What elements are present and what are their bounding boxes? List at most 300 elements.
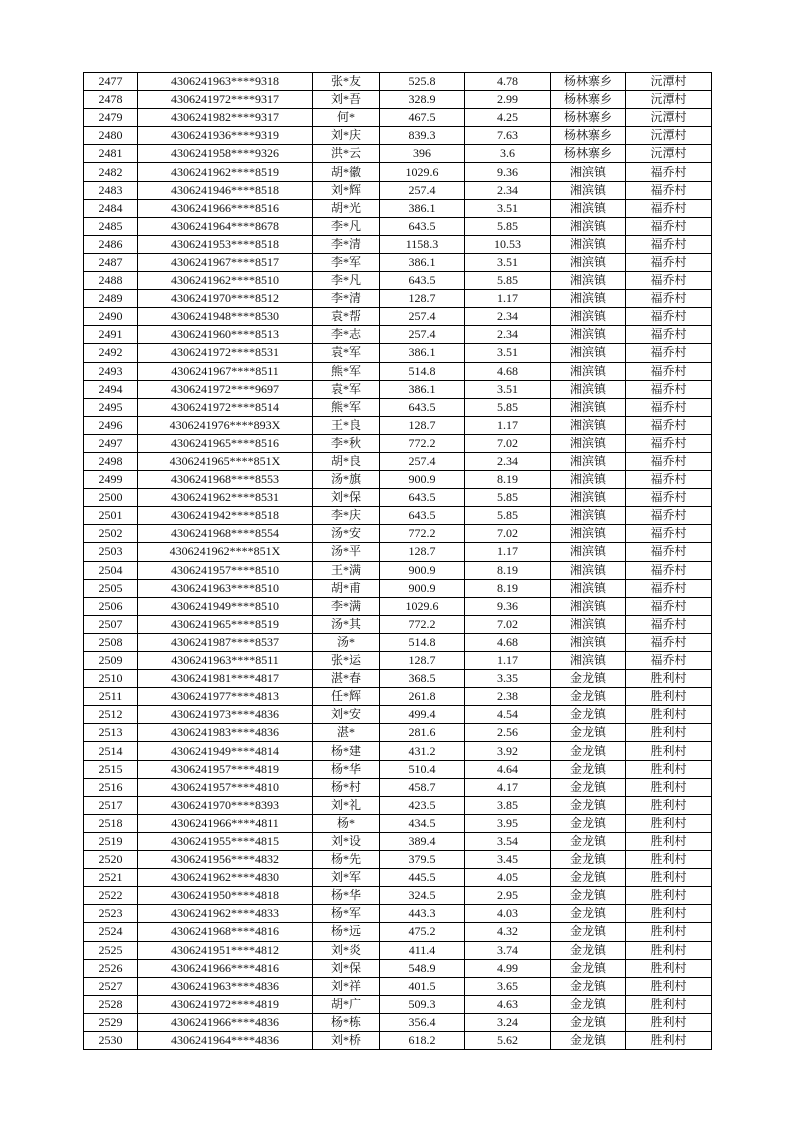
village-cell: 胜利村 bbox=[626, 851, 712, 869]
id-number-cell: 4306241970****8393 bbox=[138, 796, 313, 814]
township-cell: 金龙镇 bbox=[551, 814, 626, 832]
row-number-cell: 2499 bbox=[84, 471, 138, 489]
township-cell: 湘滨镇 bbox=[551, 181, 626, 199]
table-row bbox=[84, 145, 712, 163]
township-cell: 湘滨镇 bbox=[551, 235, 626, 253]
area-cell: 4.05 bbox=[465, 869, 551, 887]
area-cell: 1.17 bbox=[465, 543, 551, 561]
id-number-cell: 4306241987****8537 bbox=[138, 633, 313, 651]
area-cell: 8.19 bbox=[465, 561, 551, 579]
table-row bbox=[84, 1031, 712, 1049]
village-cell: 福乔村 bbox=[626, 434, 712, 452]
township-cell: 金龙镇 bbox=[551, 941, 626, 959]
id-number-cell: 4306241966****4816 bbox=[138, 959, 313, 977]
village-cell: 福乔村 bbox=[626, 326, 712, 344]
township-cell: 杨林寨乡 bbox=[551, 91, 626, 109]
id-number-cell: 4306241948****8530 bbox=[138, 308, 313, 326]
village-cell: 福乔村 bbox=[626, 290, 712, 308]
id-number-cell: 4306241970****8512 bbox=[138, 290, 313, 308]
table-row bbox=[84, 217, 712, 235]
area-cell: 5.85 bbox=[465, 272, 551, 290]
village-cell: 胜利村 bbox=[626, 977, 712, 995]
row-number-cell: 2484 bbox=[84, 199, 138, 217]
id-number-cell: 4306241965****8519 bbox=[138, 615, 313, 633]
township-cell: 金龙镇 bbox=[551, 760, 626, 778]
area-cell: 3.74 bbox=[465, 941, 551, 959]
id-number-cell: 4306241983****4836 bbox=[138, 724, 313, 742]
table-row bbox=[84, 561, 712, 579]
township-cell: 金龙镇 bbox=[551, 905, 626, 923]
id-number-cell: 4306241957****8510 bbox=[138, 561, 313, 579]
id-number-cell: 4306241962****4833 bbox=[138, 905, 313, 923]
township-cell: 金龙镇 bbox=[551, 706, 626, 724]
table-row bbox=[84, 742, 712, 760]
township-cell: 金龙镇 bbox=[551, 995, 626, 1013]
name-cell: 袁*帮 bbox=[313, 308, 380, 326]
area-cell: 9.36 bbox=[465, 597, 551, 615]
table-row bbox=[84, 73, 712, 91]
id-number-cell: 4306241968****8554 bbox=[138, 525, 313, 543]
township-cell: 金龙镇 bbox=[551, 778, 626, 796]
id-number-cell: 4306241962****4830 bbox=[138, 869, 313, 887]
table-row bbox=[84, 507, 712, 525]
id-number-cell: 4306241960****8513 bbox=[138, 326, 313, 344]
id-number-cell: 4306241966****4811 bbox=[138, 814, 313, 832]
name-cell: 刘*军 bbox=[313, 869, 380, 887]
row-number-cell: 2517 bbox=[84, 796, 138, 814]
table-row bbox=[84, 670, 712, 688]
table-row bbox=[84, 326, 712, 344]
village-cell: 福乔村 bbox=[626, 615, 712, 633]
village-cell: 福乔村 bbox=[626, 416, 712, 434]
table-row bbox=[84, 253, 712, 271]
name-cell: 胡*徽 bbox=[313, 163, 380, 181]
amount-cell: 1029.6 bbox=[380, 597, 465, 615]
name-cell: 胡*甫 bbox=[313, 579, 380, 597]
row-number-cell: 2478 bbox=[84, 91, 138, 109]
name-cell: 杨* bbox=[313, 814, 380, 832]
township-cell: 金龙镇 bbox=[551, 959, 626, 977]
name-cell: 杨*华 bbox=[313, 887, 380, 905]
township-cell: 湘滨镇 bbox=[551, 362, 626, 380]
amount-cell: 514.8 bbox=[380, 633, 465, 651]
township-cell: 湘滨镇 bbox=[551, 199, 626, 217]
id-number-cell: 4306241966****4836 bbox=[138, 1013, 313, 1031]
row-number-cell: 2520 bbox=[84, 851, 138, 869]
area-cell: 5.85 bbox=[465, 489, 551, 507]
village-cell: 福乔村 bbox=[626, 471, 712, 489]
amount-cell: 514.8 bbox=[380, 362, 465, 380]
amount-cell: 643.5 bbox=[380, 507, 465, 525]
area-cell: 3.51 bbox=[465, 344, 551, 362]
area-cell: 4.99 bbox=[465, 959, 551, 977]
name-cell: 熊*军 bbox=[313, 362, 380, 380]
village-cell: 沅潭村 bbox=[626, 73, 712, 91]
row-number-cell: 2496 bbox=[84, 416, 138, 434]
amount-cell: 475.2 bbox=[380, 923, 465, 941]
table-row bbox=[84, 851, 712, 869]
village-cell: 胜利村 bbox=[626, 742, 712, 760]
amount-cell: 434.5 bbox=[380, 814, 465, 832]
row-number-cell: 2507 bbox=[84, 615, 138, 633]
row-number-cell: 2505 bbox=[84, 579, 138, 597]
row-number-cell: 2504 bbox=[84, 561, 138, 579]
township-cell: 湘滨镇 bbox=[551, 507, 626, 525]
name-cell: 胡*光 bbox=[313, 199, 380, 217]
area-cell: 3.92 bbox=[465, 742, 551, 760]
area-cell: 3.6 bbox=[465, 145, 551, 163]
amount-cell: 396 bbox=[380, 145, 465, 163]
area-cell: 2.34 bbox=[465, 452, 551, 470]
village-cell: 胜利村 bbox=[626, 778, 712, 796]
table-row bbox=[84, 380, 712, 398]
table-row bbox=[84, 597, 712, 615]
township-cell: 湘滨镇 bbox=[551, 253, 626, 271]
name-cell: 刘*祥 bbox=[313, 977, 380, 995]
township-cell: 湘滨镇 bbox=[551, 525, 626, 543]
amount-cell: 257.4 bbox=[380, 181, 465, 199]
township-cell: 金龙镇 bbox=[551, 724, 626, 742]
name-cell: 王*良 bbox=[313, 416, 380, 434]
table-body bbox=[84, 73, 712, 1050]
id-number-cell: 4306241962****8531 bbox=[138, 489, 313, 507]
name-cell: 刘*辉 bbox=[313, 181, 380, 199]
area-cell: 7.02 bbox=[465, 434, 551, 452]
id-number-cell: 4306241963****4836 bbox=[138, 977, 313, 995]
id-number-cell: 4306241967****8511 bbox=[138, 362, 313, 380]
id-number-cell: 4306241976****893X bbox=[138, 416, 313, 434]
township-cell: 金龙镇 bbox=[551, 1013, 626, 1031]
id-number-cell: 4306241963****8511 bbox=[138, 652, 313, 670]
area-cell: 2.34 bbox=[465, 308, 551, 326]
name-cell: 洪*云 bbox=[313, 145, 380, 163]
area-cell: 3.35 bbox=[465, 670, 551, 688]
township-cell: 湘滨镇 bbox=[551, 452, 626, 470]
id-number-cell: 4306241950****4818 bbox=[138, 887, 313, 905]
amount-cell: 257.4 bbox=[380, 452, 465, 470]
name-cell: 李*凡 bbox=[313, 272, 380, 290]
row-number-cell: 2521 bbox=[84, 869, 138, 887]
id-number-cell: 4306241972****4819 bbox=[138, 995, 313, 1013]
amount-cell: 356.4 bbox=[380, 1013, 465, 1031]
village-cell: 福乔村 bbox=[626, 163, 712, 181]
area-cell: 4.54 bbox=[465, 706, 551, 724]
table-row bbox=[84, 525, 712, 543]
row-number-cell: 2481 bbox=[84, 145, 138, 163]
id-number-cell: 4306241973****4836 bbox=[138, 706, 313, 724]
area-cell: 1.17 bbox=[465, 652, 551, 670]
row-number-cell: 2528 bbox=[84, 995, 138, 1013]
row-number-cell: 2524 bbox=[84, 923, 138, 941]
row-number-cell: 2509 bbox=[84, 652, 138, 670]
amount-cell: 386.1 bbox=[380, 344, 465, 362]
amount-cell: 900.9 bbox=[380, 579, 465, 597]
area-cell: 3.24 bbox=[465, 1013, 551, 1031]
area-cell: 2.34 bbox=[465, 326, 551, 344]
name-cell: 刘*桥 bbox=[313, 1031, 380, 1049]
area-cell: 3.51 bbox=[465, 199, 551, 217]
table-row bbox=[84, 163, 712, 181]
row-number-cell: 2493 bbox=[84, 362, 138, 380]
name-cell: 刘*礼 bbox=[313, 796, 380, 814]
table-row bbox=[84, 923, 712, 941]
amount-cell: 643.5 bbox=[380, 398, 465, 416]
id-number-cell: 4306241963****9318 bbox=[138, 73, 313, 91]
village-cell: 胜利村 bbox=[626, 796, 712, 814]
name-cell: 李*军 bbox=[313, 253, 380, 271]
name-cell: 杨*军 bbox=[313, 905, 380, 923]
id-number-cell: 4306241965****851X bbox=[138, 452, 313, 470]
township-cell: 湘滨镇 bbox=[551, 652, 626, 670]
township-cell: 金龙镇 bbox=[551, 1031, 626, 1049]
id-number-cell: 4306241965****8516 bbox=[138, 434, 313, 452]
area-cell: 2.99 bbox=[465, 91, 551, 109]
amount-cell: 499.4 bbox=[380, 706, 465, 724]
village-cell: 福乔村 bbox=[626, 633, 712, 651]
amount-cell: 257.4 bbox=[380, 308, 465, 326]
area-cell: 8.19 bbox=[465, 471, 551, 489]
township-cell: 湘滨镇 bbox=[551, 579, 626, 597]
id-number-cell: 4306241949****8510 bbox=[138, 597, 313, 615]
name-cell: 汤*安 bbox=[313, 525, 380, 543]
township-cell: 金龙镇 bbox=[551, 869, 626, 887]
village-cell: 胜利村 bbox=[626, 995, 712, 1013]
village-cell: 沅潭村 bbox=[626, 127, 712, 145]
row-number-cell: 2523 bbox=[84, 905, 138, 923]
township-cell: 湘滨镇 bbox=[551, 615, 626, 633]
id-number-cell: 4306241949****4814 bbox=[138, 742, 313, 760]
area-cell: 3.65 bbox=[465, 977, 551, 995]
village-cell: 胜利村 bbox=[626, 688, 712, 706]
area-cell: 2.95 bbox=[465, 887, 551, 905]
area-cell: 5.85 bbox=[465, 507, 551, 525]
amount-cell: 324.5 bbox=[380, 887, 465, 905]
row-number-cell: 2492 bbox=[84, 344, 138, 362]
village-cell: 福乔村 bbox=[626, 398, 712, 416]
name-cell: 张*友 bbox=[313, 73, 380, 91]
name-cell: 刘*安 bbox=[313, 706, 380, 724]
name-cell: 汤* bbox=[313, 633, 380, 651]
table-row bbox=[84, 398, 712, 416]
area-cell: 5.85 bbox=[465, 398, 551, 416]
township-cell: 湘滨镇 bbox=[551, 163, 626, 181]
id-number-cell: 4306241936****9319 bbox=[138, 127, 313, 145]
area-cell: 4.64 bbox=[465, 760, 551, 778]
village-cell: 胜利村 bbox=[626, 941, 712, 959]
area-cell: 7.02 bbox=[465, 615, 551, 633]
name-cell: 刘*保 bbox=[313, 959, 380, 977]
name-cell: 任*辉 bbox=[313, 688, 380, 706]
village-cell: 胜利村 bbox=[626, 832, 712, 850]
township-cell: 湘滨镇 bbox=[551, 326, 626, 344]
row-number-cell: 2488 bbox=[84, 272, 138, 290]
township-cell: 金龙镇 bbox=[551, 923, 626, 941]
area-cell: 4.68 bbox=[465, 362, 551, 380]
township-cell: 金龙镇 bbox=[551, 742, 626, 760]
name-cell: 李*志 bbox=[313, 326, 380, 344]
village-cell: 福乔村 bbox=[626, 308, 712, 326]
township-cell: 杨林寨乡 bbox=[551, 73, 626, 91]
amount-cell: 1158.3 bbox=[380, 235, 465, 253]
name-cell: 何* bbox=[313, 109, 380, 127]
amount-cell: 368.5 bbox=[380, 670, 465, 688]
table-row bbox=[84, 941, 712, 959]
amount-cell: 643.5 bbox=[380, 217, 465, 235]
row-number-cell: 2480 bbox=[84, 127, 138, 145]
table-row bbox=[84, 796, 712, 814]
area-cell: 7.02 bbox=[465, 525, 551, 543]
row-number-cell: 2513 bbox=[84, 724, 138, 742]
row-number-cell: 2500 bbox=[84, 489, 138, 507]
village-cell: 福乔村 bbox=[626, 452, 712, 470]
row-number-cell: 2511 bbox=[84, 688, 138, 706]
amount-cell: 772.2 bbox=[380, 615, 465, 633]
township-cell: 湘滨镇 bbox=[551, 290, 626, 308]
name-cell: 刘*庆 bbox=[313, 127, 380, 145]
village-cell: 福乔村 bbox=[626, 362, 712, 380]
amount-cell: 445.5 bbox=[380, 869, 465, 887]
village-cell: 福乔村 bbox=[626, 579, 712, 597]
village-cell: 福乔村 bbox=[626, 561, 712, 579]
row-number-cell: 2510 bbox=[84, 670, 138, 688]
row-number-cell: 2490 bbox=[84, 308, 138, 326]
village-cell: 福乔村 bbox=[626, 597, 712, 615]
id-number-cell: 4306241964****4836 bbox=[138, 1031, 313, 1049]
village-cell: 胜利村 bbox=[626, 869, 712, 887]
table-row bbox=[84, 434, 712, 452]
table-row bbox=[84, 272, 712, 290]
township-cell: 湘滨镇 bbox=[551, 308, 626, 326]
amount-cell: 509.3 bbox=[380, 995, 465, 1013]
village-cell: 胜利村 bbox=[626, 706, 712, 724]
village-cell: 沅潭村 bbox=[626, 109, 712, 127]
name-cell: 袁*军 bbox=[313, 380, 380, 398]
amount-cell: 900.9 bbox=[380, 561, 465, 579]
township-cell: 湘滨镇 bbox=[551, 217, 626, 235]
amount-cell: 618.2 bbox=[380, 1031, 465, 1049]
name-cell: 刘*保 bbox=[313, 489, 380, 507]
row-number-cell: 2516 bbox=[84, 778, 138, 796]
township-cell: 湘滨镇 bbox=[551, 471, 626, 489]
amount-cell: 1029.6 bbox=[380, 163, 465, 181]
table-row bbox=[84, 995, 712, 1013]
name-cell: 袁*军 bbox=[313, 344, 380, 362]
row-number-cell: 2519 bbox=[84, 832, 138, 850]
area-cell: 4.03 bbox=[465, 905, 551, 923]
township-cell: 湘滨镇 bbox=[551, 380, 626, 398]
amount-cell: 431.2 bbox=[380, 742, 465, 760]
table-row bbox=[84, 290, 712, 308]
name-cell: 湛* bbox=[313, 724, 380, 742]
id-number-cell: 4306241964****8678 bbox=[138, 217, 313, 235]
table-row bbox=[84, 724, 712, 742]
table-row bbox=[84, 344, 712, 362]
village-cell: 福乔村 bbox=[626, 652, 712, 670]
table-row bbox=[84, 471, 712, 489]
name-cell: 刘*设 bbox=[313, 832, 380, 850]
area-cell: 10.53 bbox=[465, 235, 551, 253]
township-cell: 杨林寨乡 bbox=[551, 109, 626, 127]
id-number-cell: 4306241946****8518 bbox=[138, 181, 313, 199]
name-cell: 汤*其 bbox=[313, 615, 380, 633]
township-cell: 湘滨镇 bbox=[551, 633, 626, 651]
village-cell: 胜利村 bbox=[626, 1031, 712, 1049]
name-cell: 李*清 bbox=[313, 235, 380, 253]
id-number-cell: 4306241967****8517 bbox=[138, 253, 313, 271]
table-row bbox=[84, 579, 712, 597]
table-row bbox=[84, 181, 712, 199]
row-number-cell: 2485 bbox=[84, 217, 138, 235]
area-cell: 3.54 bbox=[465, 832, 551, 850]
row-number-cell: 2503 bbox=[84, 543, 138, 561]
table-row bbox=[84, 778, 712, 796]
amount-cell: 548.9 bbox=[380, 959, 465, 977]
area-cell: 3.85 bbox=[465, 796, 551, 814]
name-cell: 湛*春 bbox=[313, 670, 380, 688]
area-cell: 5.85 bbox=[465, 217, 551, 235]
row-number-cell: 2487 bbox=[84, 253, 138, 271]
area-cell: 3.45 bbox=[465, 851, 551, 869]
area-cell: 4.32 bbox=[465, 923, 551, 941]
row-number-cell: 2525 bbox=[84, 941, 138, 959]
name-cell: 胡*广 bbox=[313, 995, 380, 1013]
name-cell: 汤*旗 bbox=[313, 471, 380, 489]
table-row bbox=[84, 127, 712, 145]
amount-cell: 128.7 bbox=[380, 652, 465, 670]
township-cell: 湘滨镇 bbox=[551, 272, 626, 290]
table-row bbox=[84, 489, 712, 507]
village-cell: 沅潭村 bbox=[626, 145, 712, 163]
table-row bbox=[84, 199, 712, 217]
table-row bbox=[84, 706, 712, 724]
village-cell: 胜利村 bbox=[626, 724, 712, 742]
row-number-cell: 2526 bbox=[84, 959, 138, 977]
village-cell: 福乔村 bbox=[626, 235, 712, 253]
name-cell: 李*庆 bbox=[313, 507, 380, 525]
id-number-cell: 4306241972****8531 bbox=[138, 344, 313, 362]
id-number-cell: 4306241966****8516 bbox=[138, 199, 313, 217]
township-cell: 金龙镇 bbox=[551, 851, 626, 869]
area-cell: 2.56 bbox=[465, 724, 551, 742]
id-number-cell: 4306241955****4815 bbox=[138, 832, 313, 850]
row-number-cell: 2506 bbox=[84, 597, 138, 615]
township-cell: 湘滨镇 bbox=[551, 398, 626, 416]
row-number-cell: 2529 bbox=[84, 1013, 138, 1031]
amount-cell: 458.7 bbox=[380, 778, 465, 796]
village-cell: 胜利村 bbox=[626, 670, 712, 688]
amount-cell: 900.9 bbox=[380, 471, 465, 489]
area-cell: 1.17 bbox=[465, 416, 551, 434]
village-cell: 胜利村 bbox=[626, 1013, 712, 1031]
village-cell: 福乔村 bbox=[626, 507, 712, 525]
row-number-cell: 2501 bbox=[84, 507, 138, 525]
amount-cell: 128.7 bbox=[380, 543, 465, 561]
township-cell: 湘滨镇 bbox=[551, 543, 626, 561]
township-cell: 湘滨镇 bbox=[551, 434, 626, 452]
name-cell: 胡*良 bbox=[313, 452, 380, 470]
amount-cell: 386.1 bbox=[380, 199, 465, 217]
table-row bbox=[84, 905, 712, 923]
table-row bbox=[84, 416, 712, 434]
row-number-cell: 2486 bbox=[84, 235, 138, 253]
row-number-cell: 2482 bbox=[84, 163, 138, 181]
name-cell: 杨*华 bbox=[313, 760, 380, 778]
amount-cell: 401.5 bbox=[380, 977, 465, 995]
table-row bbox=[84, 91, 712, 109]
id-number-cell: 4306241962****8519 bbox=[138, 163, 313, 181]
row-number-cell: 2495 bbox=[84, 398, 138, 416]
area-cell: 1.17 bbox=[465, 290, 551, 308]
